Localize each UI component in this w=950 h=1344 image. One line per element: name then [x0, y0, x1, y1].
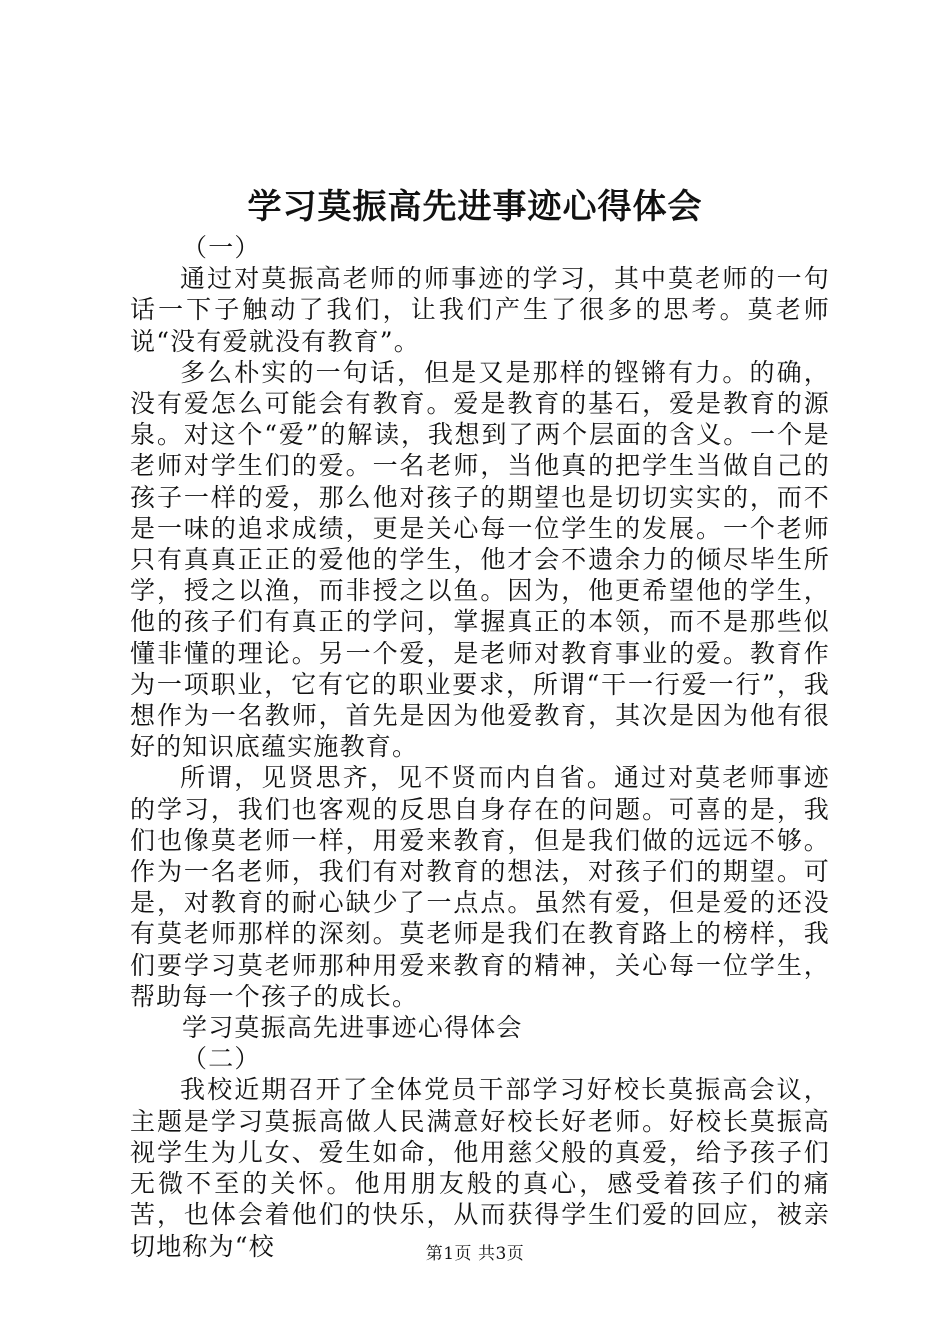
section-label-1: （一） [182, 233, 261, 262]
page-footer: 第1页 共3页 [425, 1244, 525, 1264]
document-body [130, 232, 830, 1262]
paragraph: 所谓，见贤思齐，见不贤而内自省。通过对莫老师事迹的学习，我们也客观的反思自身存在的问题。可喜的是，我们也像莫老师一样，用爱来教育，但是我们做的远远不够。作为一名老师，我们有对教育的想法，对孩子们的期望。可是，对教育的耐心缺少了一点点。虽然有爱，但是爱的还没有莫老师那样的深刻。莫老师是我们在教育路上的榜样，我们要学习莫老师那种用爱来教育的精神，关心每一位学生，帮助每一个孩子的成长。 [130, 763, 830, 1011]
repeated-title-line: 学习莫振高先进事迹心得体会 [182, 1013, 523, 1043]
paragraph: 通过对莫振高老师的师事迹的学习，其中莫老师的一句话一下子触动了我们，让我们产生了很多的思考。莫老师说“没有爱就没有教育”。 [130, 264, 830, 356]
paragraph: 多么朴实的一句话，但是又是那样的铿锵有力。的确，没有爱怎么可能会有教育。爱是教育的基石，爱是教育的源泉。对这个“爱”的解读，我想到了两个层面的含义。一个是老师对学生们的爱。一名老师，当他真的把学生当做自己的孩子一样的爱，那么他对孩子的期望也是切切实实的，而不是一味的追求成绩，更是关心每一位学生的发展。一个老师只有真真正正的爱他的学生，他才会不遗余力的倾尽毕生所学，授之以渔，而非授之以鱼。因为，他更希望他的学生，他的孩子们有真正的学问，掌握真正的本领，而不是那些似懂非懂的理论。另一个爱，是老师对教育事业的爱。教育作为一项职业，它有它的职业要求，所谓“干一行爱一行”，我想作为一名教师，首先是因为他爱教育，其次是因为他有很好的知识底蕴实施教育。 [130, 357, 830, 762]
paragraph: 我校近期召开了全体党员干部学习好校长莫振高会议，主题是学习莫振高做人民满意好校长好老师。好校长莫振高视学生为儿女、爱生如命，他用慈父般的真爱，给予孩子们无微不至的关怀。他用朋友般的真心，感受着孩子们的痛苦，也体会着他们的快乐，从而获得学生们爱的回应，被亲切地称为“校 [130, 1075, 830, 1261]
document-title: 学习莫振高先进事迹心得体会 [247, 187, 703, 227]
section-label-2: （二） [182, 1044, 261, 1074]
